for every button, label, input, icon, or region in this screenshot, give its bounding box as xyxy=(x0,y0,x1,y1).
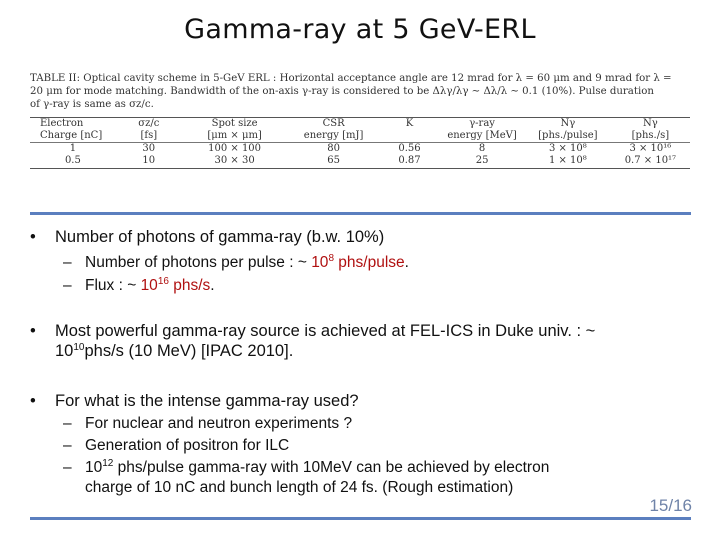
bullet-dot-icon: • xyxy=(30,322,36,340)
value-rest: phs/pulse gamma-ray with 10MeV can be achieved by electron xyxy=(113,459,550,476)
table-header-cell: [phs./pulse] xyxy=(538,129,598,141)
table-cell: 0.87 xyxy=(398,154,421,166)
table-figure xyxy=(30,72,690,190)
highlight-value xyxy=(141,277,211,294)
table-cell: 30 × 30 xyxy=(214,154,255,166)
table-cell: 80 xyxy=(327,143,340,154)
sub-bullet-continued xyxy=(85,478,513,497)
divider-line xyxy=(30,212,691,215)
value-exponent: 10 xyxy=(73,342,85,353)
bullet-text: Number of photons of gamma-ray (b.w. 10%) xyxy=(55,228,385,246)
caption-line: of γ-ray is same as σz/c. xyxy=(30,99,154,110)
table-cell: 65 xyxy=(327,154,340,166)
caption-line: TABLE II: Optical cavity scheme in 5-GeV ERL : Horizontal acceptance angle are 12 mrad for λ = 60 μm and 9 mrad for λ = xyxy=(30,73,672,84)
sub-bullet xyxy=(63,276,215,295)
sub-bullet-text: charge of 10 nC and bunch length of 24 fs. (Rough estimation) xyxy=(85,479,514,496)
sub-bullet xyxy=(63,458,675,477)
table-header-cell: Nγ xyxy=(643,118,658,129)
table-cell: 1 xyxy=(69,143,77,154)
value-exponent: 16 xyxy=(157,276,169,287)
bullet-dot-icon: • xyxy=(30,392,36,410)
table-header-cell: Spot size xyxy=(211,118,258,129)
table-caption xyxy=(30,72,690,111)
table-header-cell: CSR xyxy=(322,118,345,129)
table-header-cell: Electron xyxy=(40,118,84,129)
table-cell: 10 xyxy=(142,154,156,166)
table-cell: 3 × 10⁸ xyxy=(548,143,587,154)
table-cell: 1 × 10⁸ xyxy=(548,154,587,166)
table-rule xyxy=(30,168,690,169)
bullet-text: For what is the intense gamma-ray used? xyxy=(55,392,359,410)
table-cell: 0.7 × 10¹⁷ xyxy=(624,154,677,166)
table-header-cell: Nγ xyxy=(560,118,576,129)
sub-bullet-punct: . xyxy=(210,277,215,294)
sub-bullet xyxy=(63,414,353,433)
highlight-value xyxy=(311,254,404,271)
optics-table-body xyxy=(30,143,690,166)
value-base: 10 xyxy=(55,342,74,360)
table-row xyxy=(30,143,690,155)
table-cell: 25 xyxy=(475,154,489,166)
value-exponent: 8 xyxy=(328,253,334,264)
slide-title: Gamma-ray at 5 GeV-ERL xyxy=(184,14,536,45)
sub-bullet xyxy=(63,436,290,455)
sub-bullet-text xyxy=(85,459,549,476)
sub-bullet-punct: . xyxy=(404,254,409,271)
table-header-cell: [μm × μm] xyxy=(207,129,262,141)
value-exponent: 12 xyxy=(102,458,114,469)
value-rest: phs/s (10 MeV) [IPAC 2010]. xyxy=(84,342,294,360)
value-unit: phs/pulse xyxy=(334,254,405,271)
dash-icon: – xyxy=(63,459,72,476)
value-unit: phs/s xyxy=(168,277,211,294)
table-header-row xyxy=(30,130,690,142)
table-header-cell: [phs./s] xyxy=(631,129,670,141)
dash-icon: – xyxy=(63,277,72,294)
table-cell: 8 xyxy=(478,143,486,154)
bullet-dot-icon: • xyxy=(30,228,36,246)
table-header-cell xyxy=(380,130,439,142)
bullet-text: Most powerful gamma-ray source is achieved at FEL-ICS in Duke univ. : ~ xyxy=(55,322,596,340)
table-cell: 0.5 xyxy=(64,154,81,166)
table-header-cell: K xyxy=(405,118,414,129)
table-header-row xyxy=(30,118,690,130)
value-base: 10 xyxy=(140,277,158,294)
caption-line: 20 μm for mode matching. Bandwidth of the on-axis γ-ray is considered to be Δλγ/λγ ∼ Δλ/λ ∼ 0.1 (10%). Pulse duration xyxy=(30,86,654,97)
value-base: 10 xyxy=(85,459,103,476)
table-cell: 100 × 100 xyxy=(208,143,262,154)
dash-icon: – xyxy=(63,415,72,432)
table-cell: 3 × 10¹⁶ xyxy=(629,143,672,154)
optics-table xyxy=(30,118,690,141)
bullet-text-continued xyxy=(55,342,293,361)
table-row xyxy=(30,155,690,167)
table-header-cell: γ-ray xyxy=(469,118,495,129)
sub-bullet-text: Flux : ~ xyxy=(85,277,141,294)
table-header-cell: energy [MeV] xyxy=(447,129,517,141)
table-header-cell: energy [mJ] xyxy=(303,129,364,141)
table-header-cell: [fs] xyxy=(140,129,158,141)
dash-icon: – xyxy=(63,254,72,271)
table-cell: 30 xyxy=(142,143,156,154)
sub-bullet-text: Number of photons per pulse : ~ xyxy=(85,254,312,271)
divider-line xyxy=(30,517,691,520)
table-header-cell: Charge [nC] xyxy=(40,129,103,141)
sub-bullet-text: Generation of positron for ILC xyxy=(85,437,290,454)
table-cell: 0.56 xyxy=(398,143,421,154)
page-number: 15/16 xyxy=(649,496,692,515)
sub-bullet-text: For nuclear and neutron experiments ? xyxy=(85,415,353,432)
value-base: 10 xyxy=(311,254,329,271)
dash-icon: – xyxy=(63,437,72,454)
sub-bullet xyxy=(63,253,409,272)
table-header-cell: σz/c xyxy=(138,118,160,129)
